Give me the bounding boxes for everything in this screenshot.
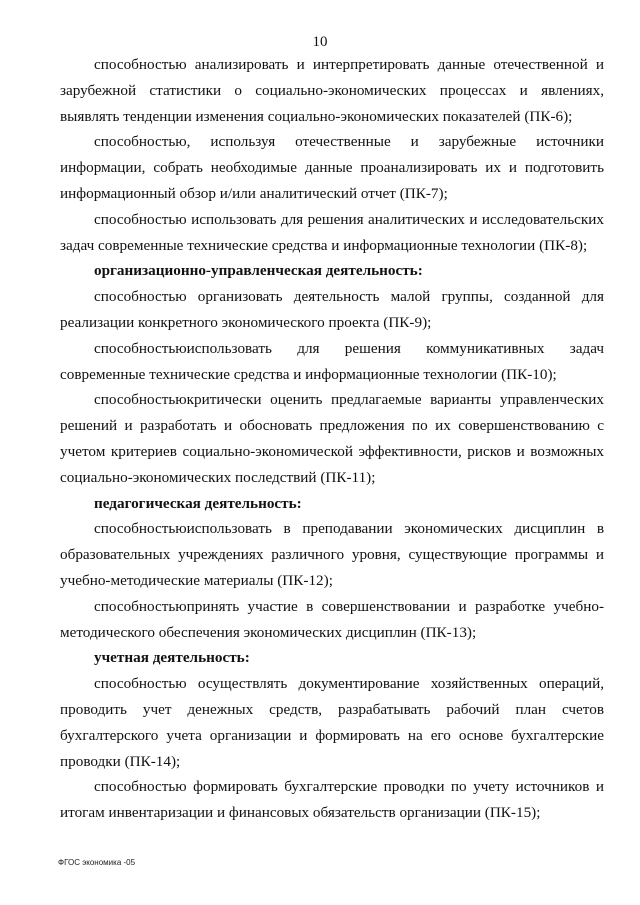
paragraph-pk13: способностьюпринять участие в совершенствовании и разработке учебно-методического обеспечения экономических дисциплин (ПК-13);	[60, 597, 604, 641]
paragraph-pk10: способностьюиспользовать для решения коммуникативных задач современные технические средства и информационные технологии (ПК-10);	[60, 339, 604, 383]
paragraph-pk6: способностью анализировать и интерпретировать данные отечественной и зарубежной статистики о социально-экономических процессах и явлениях, выявлять тенденции изменения социально-экономических показателей (ПК-6);	[60, 56, 604, 125]
paragraph-pk11: способностьюкритически оценить предлагаемые варианты управленческих решений и разработать и обосновать предложения по их совершенствованию с учетом критериев социально-экономической эффективности, рисков и возможных социально-экономических последствий (ПК-11);	[60, 391, 604, 486]
footer-note: ФГОС экономика -05	[58, 858, 136, 867]
paragraph-pk8: способностью использовать для решения аналитических и исследовательских задач современные технические средства и информационные технологии (ПК-8);	[60, 210, 604, 254]
paragraph-pk9: способностью организовать деятельность малой группы, созданной для реализации конкретного экономического проекта (ПК-9);	[60, 288, 604, 331]
paragraph-pk7: способностью, используя отечественные и зарубежные источники информации, собрать необходимые данные проанализировать их и подготовить информационный обзор и/или аналитический отчет (ПК-7);	[60, 133, 604, 202]
section-heading-management: организационно-управленческая деятельность:	[94, 262, 423, 280]
paragraph-pk14: способностью осуществлять документирование хозяйственных операций, проводить учет денежных средств, разрабатывать рабочий план счетов бухгалтерского учета организации и формировать на его основе бухгалтерские проводки (ПК-14);	[60, 675, 604, 770]
page-number: 10	[312, 34, 328, 50]
section-heading-pedagogical: педагогическая деятельность:	[94, 494, 302, 512]
section-heading-accounting: учетная деятельность:	[94, 649, 250, 667]
paragraph-pk15: способностью формировать бухгалтерские проводки по учету источников и итогам инвентаризации и финансовых обязательств организации (ПК-15);	[60, 778, 604, 822]
paragraph-pk12: способностьюиспользовать в преподавании экономических дисциплин в образовательных учреждениях различного уровня, существующие программы и учебно-методические материалы (ПК-12);	[60, 520, 604, 589]
document-body	[60, 52, 604, 826]
